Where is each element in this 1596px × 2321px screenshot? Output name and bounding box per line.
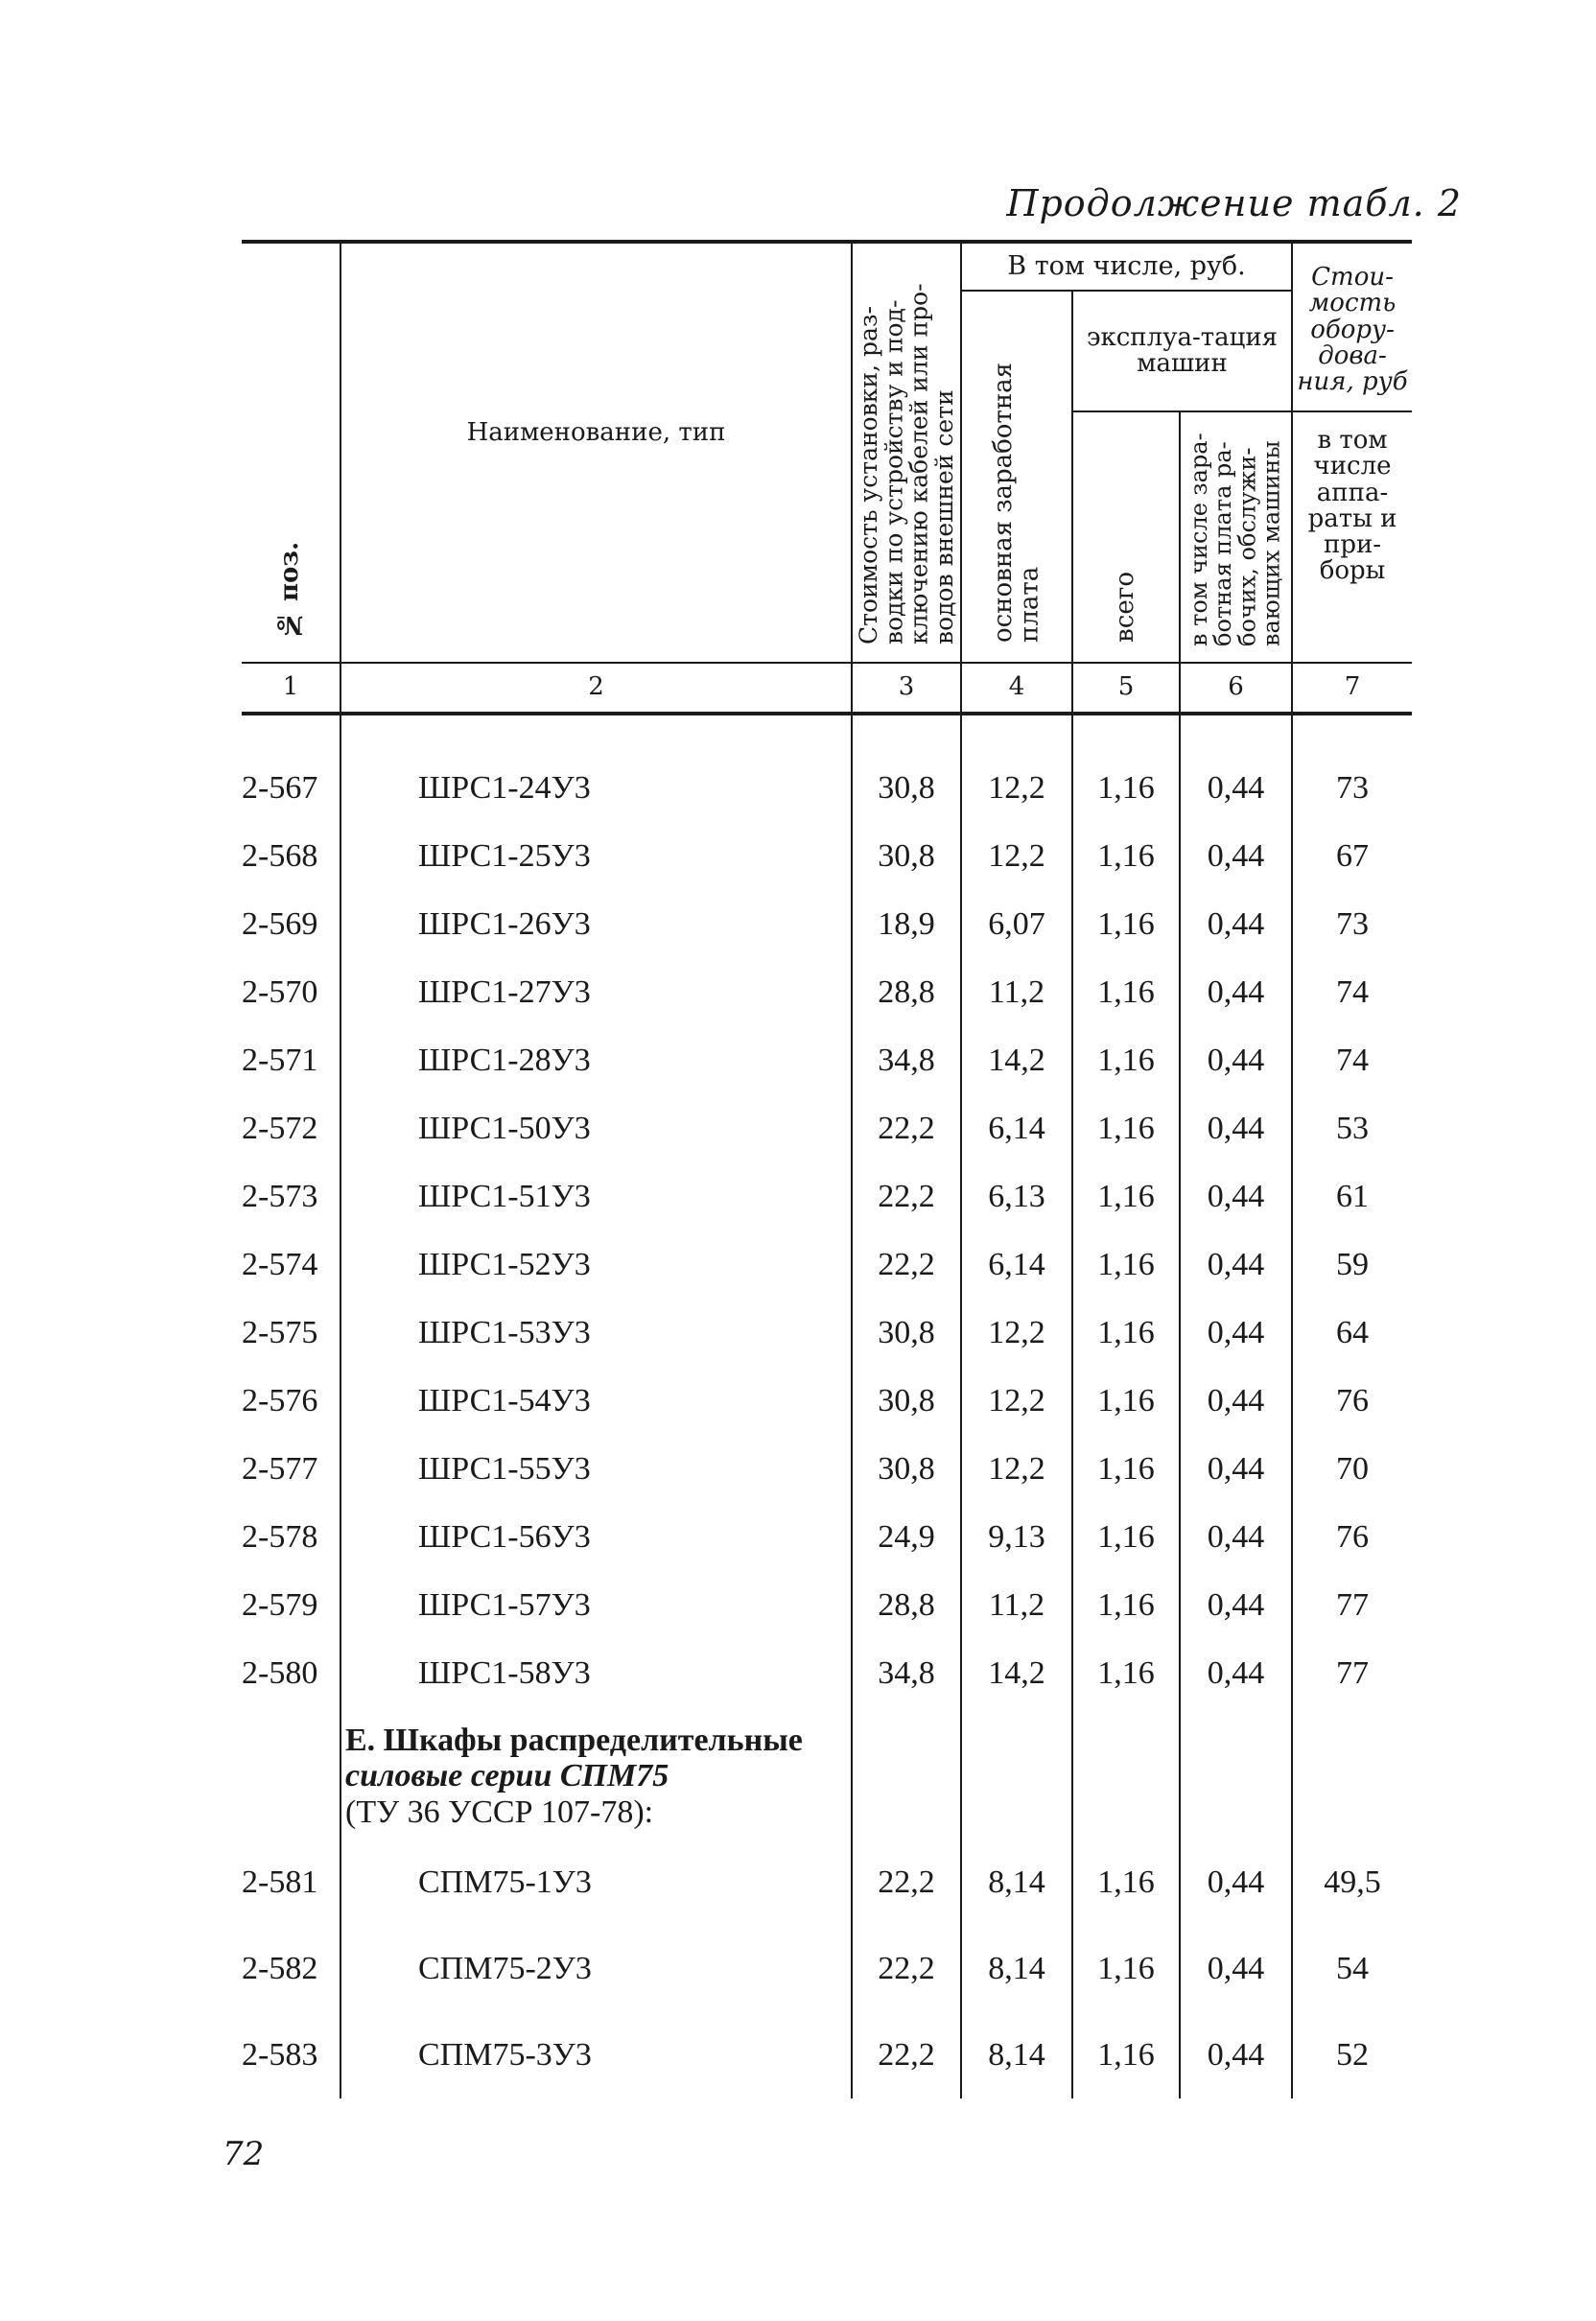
table-row	[242, 1571, 1412, 1639]
header-machine-total: всего	[1072, 411, 1180, 663]
table-row	[242, 1503, 1412, 1571]
position-cell: 2-577	[242, 1450, 318, 1487]
equipment-cell: 73	[1292, 754, 1412, 822]
equipment-cell: 70	[1292, 1435, 1412, 1503]
header-equipment: Стои-мость обору-дова-ния, руб	[1292, 242, 1412, 411]
name-cell: СПМ75-1У3	[340, 1840, 852, 1926]
cost-install-cell: 30,8	[852, 1435, 961, 1503]
cost-install-cell: 30,8	[852, 1367, 961, 1435]
machine-total-cell: 1,16	[1072, 1571, 1180, 1639]
table-row	[242, 1367, 1412, 1435]
cost-install-cell: 30,8	[852, 754, 961, 822]
equipment-cell: 74	[1292, 1026, 1412, 1094]
position-cell: 2-581	[242, 1864, 318, 1901]
col-number-2: 2	[340, 663, 852, 714]
section-row	[242, 1707, 1412, 1840]
equipment-cell: 73	[1292, 890, 1412, 958]
machine-salary-cell: 0,44	[1180, 1231, 1292, 1299]
name-cell: ШРС1-26У3	[340, 890, 852, 958]
name-cell: ШРС1-53У3	[340, 1299, 852, 1367]
base-salary-cell: 6,14	[961, 1094, 1072, 1162]
table-row	[242, 890, 1412, 958]
machine-salary-cell: 0,44	[1180, 1367, 1292, 1435]
base-salary-cell: 6,07	[961, 890, 1072, 958]
machine-total-cell: 1,16	[1072, 1435, 1180, 1503]
name-cell: ШРС1-25У3	[340, 822, 852, 890]
name-cell: ШРС1-57У3	[340, 1571, 852, 1639]
base-salary-cell: 6,14	[961, 1231, 1072, 1299]
machine-salary-cell: 0,44	[1180, 1026, 1292, 1094]
table-row	[242, 1094, 1412, 1162]
equipment-cell: 76	[1292, 1367, 1412, 1435]
base-salary-cell: 12,2	[961, 1435, 1072, 1503]
header-group: В том числе, руб.	[961, 242, 1292, 291]
machine-salary-cell: 0,44	[1180, 1094, 1292, 1162]
machine-total-cell: 1,16	[1072, 1503, 1180, 1571]
name-cell: СПМ75-3У3	[340, 2012, 852, 2098]
cost-install-cell: 18,9	[852, 890, 961, 958]
machine-salary-cell: 0,44	[1180, 754, 1292, 822]
machine-salary-cell: 0,44	[1180, 890, 1292, 958]
equipment-cell: 49,5	[1292, 1840, 1412, 1926]
base-salary-cell: 8,14	[961, 1840, 1072, 1926]
machine-total-cell: 1,16	[1072, 1367, 1180, 1435]
name-cell: ШРС1-51У3	[340, 1162, 852, 1231]
equipment-cell: 53	[1292, 1094, 1412, 1162]
section-heading-line3: (ТУ 36 УССР 107-78):	[345, 1794, 654, 1830]
base-salary-cell: 11,2	[961, 1571, 1072, 1639]
header-cost-install: Стоимость установки, раз-водки по устройству и под-ключению кабелей или про-водов внешней сети	[852, 242, 961, 663]
machine-total-cell: 1,16	[1072, 1299, 1180, 1367]
section-heading-line1: Е. Шкафы распределительные	[345, 1723, 803, 1758]
cost-install-cell: 34,8	[852, 1639, 961, 1707]
machine-salary-cell: 0,44	[1180, 1435, 1292, 1503]
machine-salary-cell: 0,44	[1180, 1840, 1292, 1926]
base-salary-cell: 14,2	[961, 1639, 1072, 1707]
table-row	[242, 1026, 1412, 1094]
base-salary-cell: 12,2	[961, 754, 1072, 822]
table-body	[242, 714, 1412, 2098]
machine-salary-cell: 0,44	[1180, 1162, 1292, 1231]
base-salary-cell: 9,13	[961, 1503, 1072, 1571]
name-cell: СПМ75-2У3	[340, 1926, 852, 2012]
position-cell: 2-578	[242, 1518, 318, 1555]
machine-total-cell: 1,16	[1072, 1639, 1180, 1707]
equipment-cell: 54	[1292, 1926, 1412, 2012]
base-salary-cell: 8,14	[961, 1926, 1072, 2012]
machine-salary-cell: 0,44	[1180, 1571, 1292, 1639]
machine-total-cell: 1,16	[1072, 958, 1180, 1026]
equipment-cell: 67	[1292, 822, 1412, 890]
table-row	[242, 1435, 1412, 1503]
table-row	[242, 1231, 1412, 1299]
cost-install-cell: 30,8	[852, 822, 961, 890]
machine-salary-cell: 0,44	[1180, 1926, 1292, 2012]
position-cell: 2-572	[242, 1110, 318, 1146]
machine-salary-cell: 0,44	[1180, 958, 1292, 1026]
header-base-salary: основная заработная плата	[961, 291, 1072, 663]
price-table	[242, 240, 1412, 2098]
table-row	[242, 754, 1412, 822]
cost-install-cell: 22,2	[852, 1231, 961, 1299]
machine-salary-cell: 0,44	[1180, 822, 1292, 890]
col-number-4: 4	[961, 663, 1072, 714]
header-pos: № поз.	[242, 242, 340, 663]
machine-salary-cell: 0,44	[1180, 1503, 1292, 1571]
position-cell: 2-570	[242, 973, 318, 1010]
cost-install-cell: 34,8	[852, 1026, 961, 1094]
position-cell: 2-582	[242, 1951, 318, 1987]
col-number-5: 5	[1072, 663, 1180, 714]
machine-total-cell: 1,16	[1072, 1231, 1180, 1299]
header-name: Наименование, тип	[340, 242, 852, 663]
machine-total-cell: 1,16	[1072, 1026, 1180, 1094]
cost-install-cell: 22,2	[852, 1162, 961, 1231]
table-row	[242, 2012, 1412, 2098]
position-cell: 2-575	[242, 1314, 318, 1350]
cost-install-cell: 28,8	[852, 1571, 961, 1639]
base-salary-cell: 12,2	[961, 1367, 1072, 1435]
cost-install-cell: 30,8	[852, 1299, 961, 1367]
col-number-3: 3	[852, 663, 961, 714]
equipment-cell: 74	[1292, 958, 1412, 1026]
base-salary-cell: 14,2	[961, 1026, 1072, 1094]
name-cell: ШРС1-28У3	[340, 1026, 852, 1094]
header-equipment-sub: в том числе аппа-раты и при-боры	[1292, 411, 1412, 663]
machine-total-cell: 1,16	[1072, 754, 1180, 822]
base-salary-cell: 12,2	[961, 1299, 1072, 1367]
cost-install-cell: 22,2	[852, 2012, 961, 2098]
equipment-cell: 76	[1292, 1503, 1412, 1571]
machine-salary-cell: 0,44	[1180, 2012, 1292, 2098]
equipment-cell: 77	[1292, 1571, 1412, 1639]
position-cell: 2-574	[242, 1246, 318, 1282]
position-cell: 2-576	[242, 1382, 318, 1418]
equipment-cell: 61	[1292, 1162, 1412, 1231]
base-salary-cell: 12,2	[961, 822, 1072, 890]
position-cell: 2-583	[242, 2037, 318, 2074]
cost-install-cell: 28,8	[852, 958, 961, 1026]
page-number: 72	[223, 2135, 265, 2173]
position-cell: 2-569	[242, 905, 318, 942]
position-cell: 2-573	[242, 1178, 318, 1214]
equipment-cell: 64	[1292, 1299, 1412, 1367]
cost-install-cell: 22,2	[852, 1094, 961, 1162]
table-row	[242, 1299, 1412, 1367]
name-cell: ШРС1-58У3	[340, 1639, 852, 1707]
machine-total-cell: 1,16	[1072, 1840, 1180, 1926]
cost-install-cell: 22,2	[852, 1926, 961, 2012]
table-row	[242, 822, 1412, 890]
name-cell: ШРС1-56У3	[340, 1503, 852, 1571]
col-number-7: 7	[1292, 663, 1412, 714]
header-machine-group: эксплуа-тация машин	[1072, 291, 1292, 411]
equipment-cell: 59	[1292, 1231, 1412, 1299]
equipment-cell: 77	[1292, 1639, 1412, 1707]
continuation-title: Продолжение табл. 2	[1006, 182, 1462, 224]
position-cell: 2-579	[242, 1586, 318, 1623]
col-number-6: 6	[1180, 663, 1292, 714]
cost-install-cell: 24,9	[852, 1503, 961, 1571]
machine-salary-cell: 0,44	[1180, 1299, 1292, 1367]
base-salary-cell: 11,2	[961, 958, 1072, 1026]
name-cell: ШРС1-54У3	[340, 1367, 852, 1435]
table-row	[242, 1639, 1412, 1707]
section-heading	[340, 1707, 852, 1840]
header-machine-salary: в том числе зара-ботная плата ра-бочих, обслужи-вающих машины	[1180, 411, 1292, 663]
base-salary-cell: 8,14	[961, 2012, 1072, 2098]
name-cell: ШРС1-55У3	[340, 1435, 852, 1503]
position-cell: 2-571	[242, 1042, 318, 1078]
machine-total-cell: 1,16	[1072, 1162, 1180, 1231]
col-number-1: 1	[242, 663, 340, 714]
position-cell: 2-568	[242, 837, 318, 874]
table-row	[242, 958, 1412, 1026]
table-row	[242, 1162, 1412, 1231]
name-cell: ШРС1-52У3	[340, 1231, 852, 1299]
machine-total-cell: 1,16	[1072, 822, 1180, 890]
name-cell: ШРС1-24У3	[340, 754, 852, 822]
machine-total-cell: 1,16	[1072, 890, 1180, 958]
machine-total-cell: 1,16	[1072, 1926, 1180, 2012]
machine-total-cell: 1,16	[1072, 1094, 1180, 1162]
table-row	[242, 1926, 1412, 2012]
machine-salary-cell: 0,44	[1180, 1639, 1292, 1707]
name-cell: ШРС1-27У3	[340, 958, 852, 1026]
equipment-cell: 52	[1292, 2012, 1412, 2098]
table-row	[242, 1840, 1412, 1926]
position-cell: 2-580	[242, 1654, 318, 1691]
base-salary-cell: 6,13	[961, 1162, 1072, 1231]
position-cell: 2-567	[242, 769, 318, 806]
cost-install-cell: 22,2	[852, 1840, 961, 1926]
name-cell: ШРС1-50У3	[340, 1094, 852, 1162]
machine-total-cell: 1,16	[1072, 2012, 1180, 2098]
section-heading-line2: силовые серии СПМ75	[345, 1758, 669, 1794]
